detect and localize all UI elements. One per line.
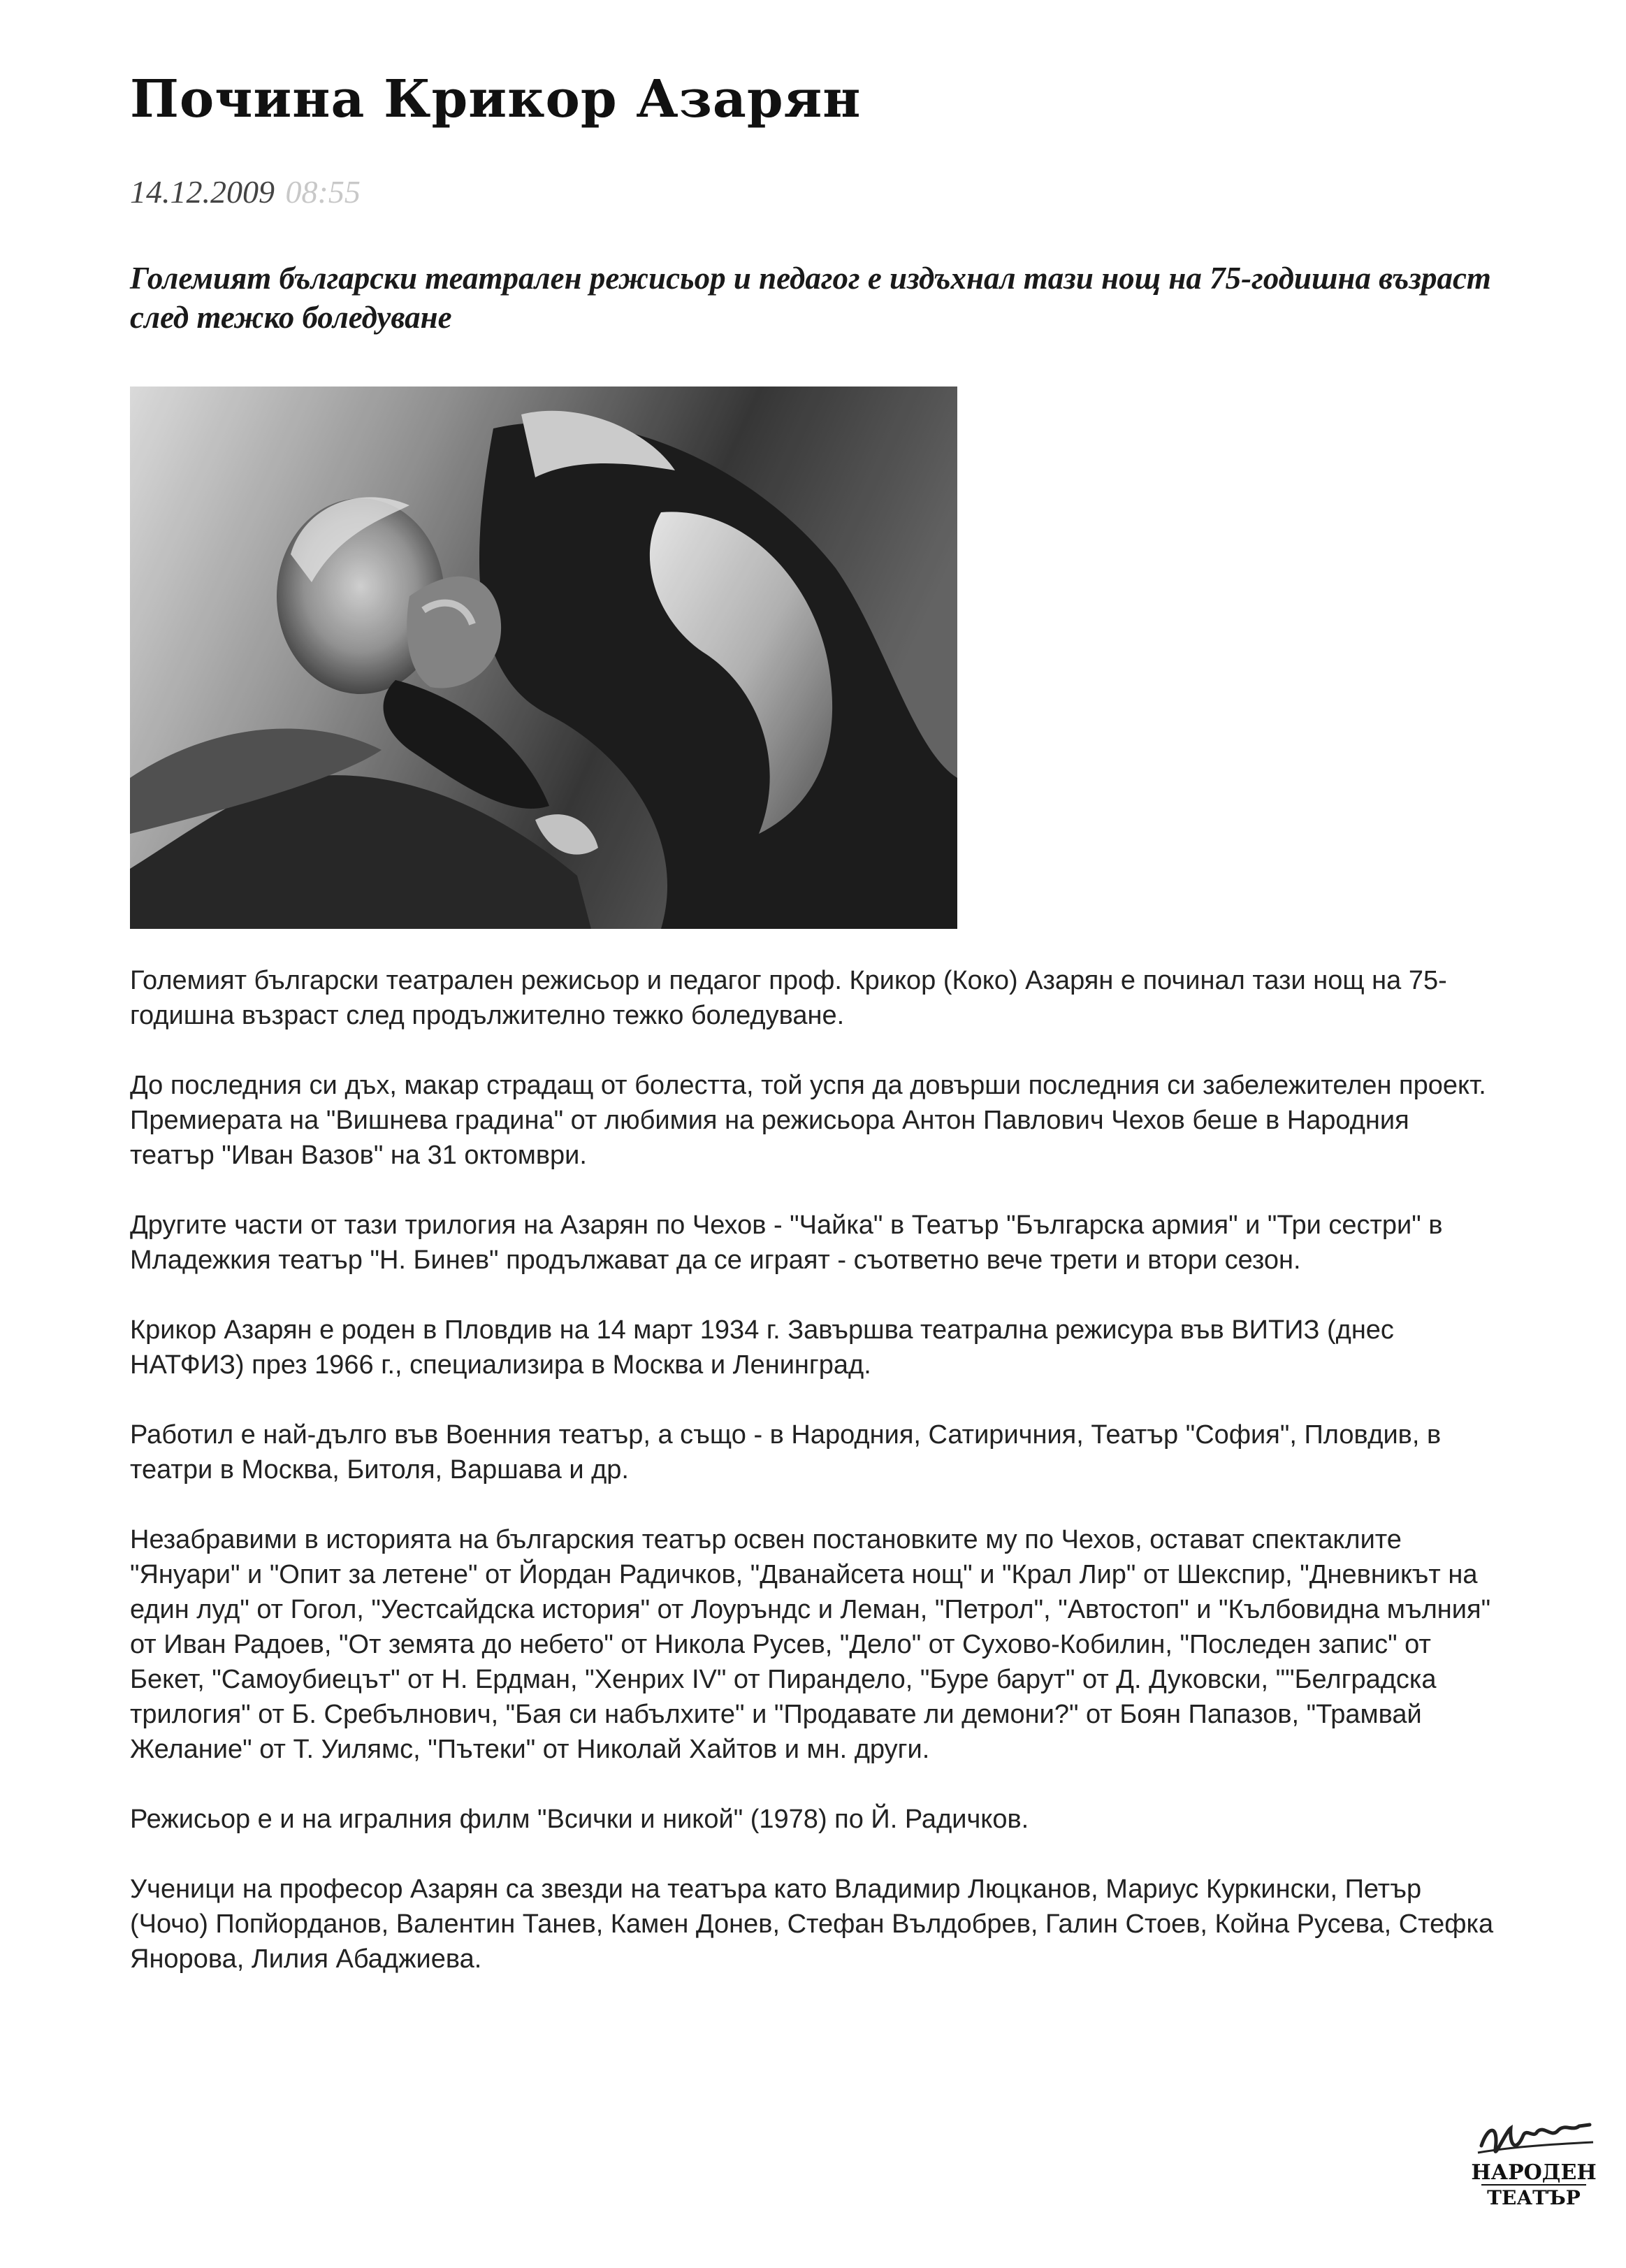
article-paragraph: Ученици на професор Азарян са звезди на театъра като Владимир Люцканов, Мариус Куркински, Петър (Чочо) Попйорданов, Валентин Танев, Камен Донев, Стефан Вълдобрев, Галин Стоев, Койна Русева, Стефка Янорова, Лилия Абаджиева. <box>130 1875 1494 1974</box>
article-paragraph: Незабравими в историята на българския театър освен постановките му по Чехов, остават спектаклите "Януари" и "Опит за летене" от Йордан Радичков, "Дванайсета нощ" и "Крал Лир" от Шекспир, "Дневникът на един луд" от Гогол, "Уестсайдска история" от Лоуръндс и Леман, "Петрол", "Автостоп" и "Кълбовидна мълния" от Иван Радоев, "От земята до небето" от Никола Русев, "Дело" от Сухово-Кобилин, "Последен запис" от Бекет, "Самоубиецът" от Н. Ердман, "Хенрих IV" от Пирандело, "Буре барут" от Д. Дуковски, ""Белградска трилогия" от Б. Сребълнович, "Бая си набълхите" и "Продавате ли демони?" от Боян Папазов, "Трамвай Желание" от Т. Уилямс, "Пътеки" от Николай Хайтов и мн. други. <box>130 1525 1491 1764</box>
svg-text:НАРОДЕН: НАРОДЕН <box>1471 2160 1597 2185</box>
article-paragraph: Режисьор е и на игралния филм "Всички и никой" (1978) по Й. Радичков. <box>130 1805 1029 1834</box>
article-title: Почина Крикор Азарян <box>130 69 862 129</box>
article-paragraph: Работил е най-дълго във Военния театър, а също - в Народния, Сатиричния, Театър "София", Пловдив, в театри в Москва, Битоля, Варшава и др. <box>130 1420 1442 1485</box>
article-paragraph: Крикор Азарян е роден в Пловдив на 14 март 1934 г. Завършва театрална режисура във ВИТИЗ (днес НАТФИЗ) през 1966 г., специализира в Москва и Ленинград. <box>130 1315 1394 1380</box>
article-photo <box>130 387 957 929</box>
article-dateline <box>130 173 361 210</box>
article-date: 14.12.2009 <box>130 174 275 210</box>
article-paragraph: Другите части от тази трилогия на Азарян по Чехов - "Чайка" в Театър "Българска армия" и "Три сестри" в Младежкия театър "Н. Бинев" продължават да се играят - съответно вече трети и втори сезон. <box>130 1211 1443 1275</box>
portrait-photo-icon <box>130 387 957 929</box>
article-lead: Големият български театрален режисьор и педагог е издъхнал тази нощ на 75-годишна възраст след тежко боледуване <box>130 261 1491 335</box>
article-paragraph: До последния си дъх, макар страдащ от болестта, той успя да довърши последния си забележителен проект. Премиерата на "Вишнева градина" от любимия на режисьора Антон Павлович Чехов беше в Народния театър "Иван Вазов" на 31 октомври. <box>130 1071 1486 1170</box>
svg-text:ТЕАТЪР: ТЕАТЪР <box>1487 2186 1581 2209</box>
article-body <box>130 963 1500 2011</box>
article-paragraph: Големият български театрален режисьор и педагог проф. Крикор (Коко) Азарян е починал тази нощ на 75-годишна възраст след продължително тежко боледуване. <box>130 966 1447 1030</box>
national-theatre-logo-icon <box>1467 2111 1600 2216</box>
article-time: 08:55 <box>285 174 361 210</box>
